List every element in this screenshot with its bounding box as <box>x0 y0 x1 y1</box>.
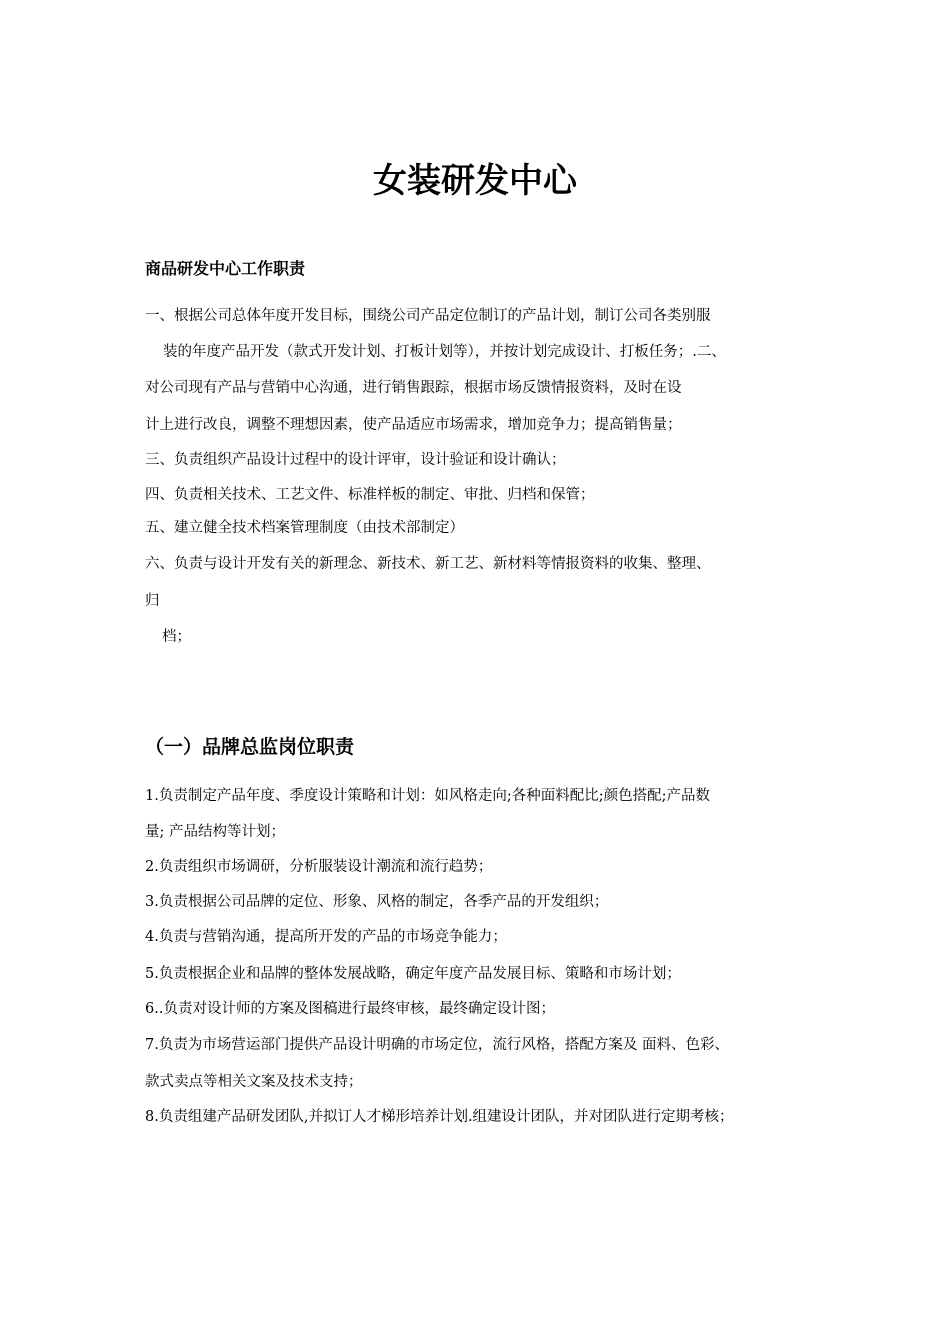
section-heading: 商品研发中心工作职责 <box>145 259 306 278</box>
paragraph-line: 三、负责组织产品设计过程中的设计评审，设计验证和设计确认； <box>145 452 566 468</box>
paragraph-line: 归 <box>145 593 160 609</box>
duty-line: 6..负责对设计师的方案及图稿进行最终审核，最终确定设计图； <box>145 1001 555 1017</box>
duty-line: 4.负责与营销沟通，提高所开发的产品的市场竞争能力； <box>145 929 507 945</box>
paragraph-line: 档； <box>162 629 191 645</box>
paragraph-line: 四、负责相关技术、工艺文件、标准样板的制定、审批、归档和保管； <box>145 487 595 503</box>
paragraph-line: 计上进行改良，调整不理想因素，使产品适应市场需求，增加竞争力；提高销售量； <box>145 417 682 433</box>
paragraph-line: 对公司现有产品与营销中心沟通，进行销售跟踪，根据市场反馈情报资料，及时在设 <box>145 380 682 396</box>
duty-line: 1.负责制定产品年度、季度设计策略和计划：如风格走向;各种面料配比;颜色搭配;产品数 <box>145 788 710 804</box>
paragraph-line: 装的年度产品开发（款式开发计划、打板计划等），并按计划完成设计、打板任务；.二、 <box>163 344 726 360</box>
sub-heading: （一）品牌总监岗位职责 <box>145 736 355 758</box>
duty-line: 量; 产品结构等计划； <box>145 824 285 840</box>
duty-line: 7.负责为市场营运部门提供产品设计明确的市场定位，流行风格，搭配方案及 面料、色彩、 <box>145 1037 729 1053</box>
duty-line: 2.负责组织市场调研，分析服装设计潮流和流行趋势； <box>145 859 493 875</box>
paragraph-line: 五、建立健全技术档案管理制度（由技术部制定） <box>145 520 464 536</box>
duty-line: 5.负责根据企业和品牌的整体发展战略，确定年度产品发展目标、策略和市场计划； <box>145 966 681 982</box>
paragraph-line: 一、根据公司总体年度开发目标，围绕公司产品定位制订的产品计划，制订公司各类别服 <box>145 308 711 324</box>
duty-line: 3.负责根据公司品牌的定位、形象、风格的制定，各季产品的开发组织； <box>145 894 609 910</box>
paragraph-line: 六、负责与设计开发有关的新理念、新技术、新工艺、新材料等情报资料的收集、整理、 <box>145 556 711 572</box>
duty-line: 款式卖点等相关文案及技术支持； <box>145 1074 363 1090</box>
document-title: 女装研发中心 <box>373 161 577 201</box>
duty-line: 8.负责组建产品研发团队,并拟订人才梯形培养计划.组建设计团队，并对团队进行定期考核； <box>145 1109 734 1125</box>
